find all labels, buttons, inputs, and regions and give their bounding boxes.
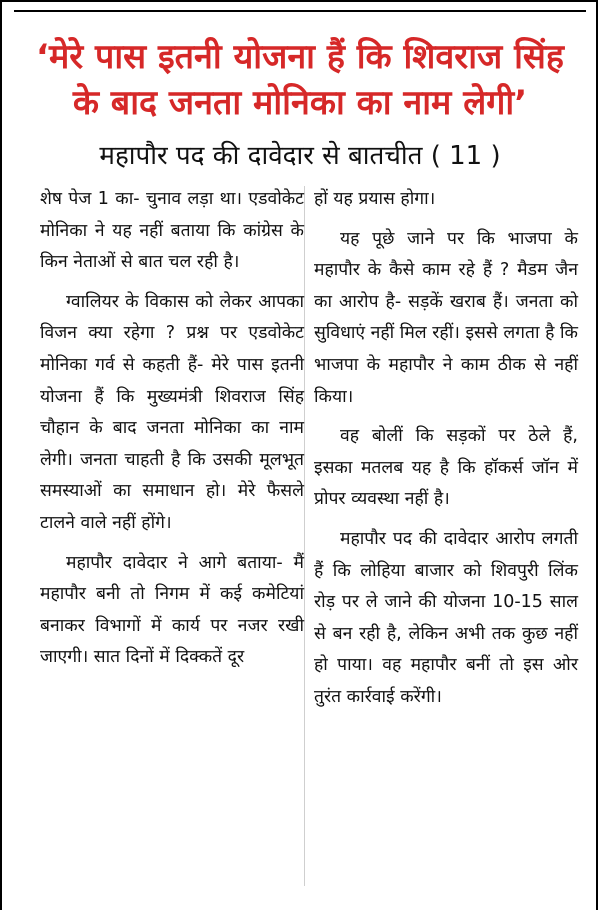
headline-line-1: ‘मेरे पास इतनी योजना हैं कि शिवराज सिंह xyxy=(36,37,564,77)
top-rule xyxy=(14,10,586,12)
subheading: महापौर पद की दावेदार से बातचीत ( 11 ) xyxy=(99,141,501,171)
subheading-box xyxy=(16,132,584,176)
paragraph: ग्वालियर के विकास को लेकर आपका विजन क्या रहेगा ? प्रश्न पर एडवोकेट मोनिका गर्व से कहती हैं- मेरे पास इतनी योजना हैं कि मुख्यमंत्री शिवराज सिंह चौहान के बाद जनता मोनिका का नाम लेगी। जनता चाहती है कि उसकी मूलभूत समस्याओं का समाधान हो। मेरे फैसले टालने वाले नहीं होंगे। xyxy=(40,291,304,533)
paragraph: हों यह प्रयास होगा। xyxy=(314,189,436,209)
paragraph: वह बोलीं कि सड़कों पर ठेले हैं, इसका मतलब यह है कि हॉकर्स जॉन में प्रोपर व्यवस्था नहीं है। xyxy=(314,426,578,510)
headline xyxy=(18,34,582,126)
headline-line-2: के बाद जनता मोनिका का नाम लेगी’ xyxy=(72,83,528,123)
right-column xyxy=(314,184,578,714)
paragraph: यह पूछे जाने पर कि भाजपा के महापौर के कैसे काम रहे हैं ? मैडम जैन का आरोप है- सड़कें खराब हैं। जनता को सुविधाएं नहीं मिल रहीं। इससे लगता है कि भाजपा के महापौर ने काम ठीक से नहीं किया। xyxy=(314,228,578,407)
paragraph: महापौर पद की दावेदार आरोप लगती हैं कि लोहिया बाजार को शिवपुरी लिंक रोड़ पर ले जाने की योजना 10-15 साल से बन रही है, लेकिन अभी तक कुछ नहीं हो पाया। वह महापौर बनीं तो इस ओर तुरंत कार्रवाई करेंगी। xyxy=(314,528,578,707)
left-column xyxy=(40,184,304,674)
paragraph: महापौर दावेदार ने आगे बताया- मैं महापौर बनी तो निगम में कई कमेटियां बनाकर विभागों में कार्य पर नजर रखी जाएगी। सात दिनों में दिक्कतें दूर xyxy=(40,552,304,668)
paragraph: शेष पेज 1 का- चुनाव लड़ा था। एडवोकेट मोनिका ने यह नहीं बताया कि कांग्रेस के किन नेताओं से बात चल रही है। xyxy=(40,189,304,273)
column-divider xyxy=(304,186,305,886)
